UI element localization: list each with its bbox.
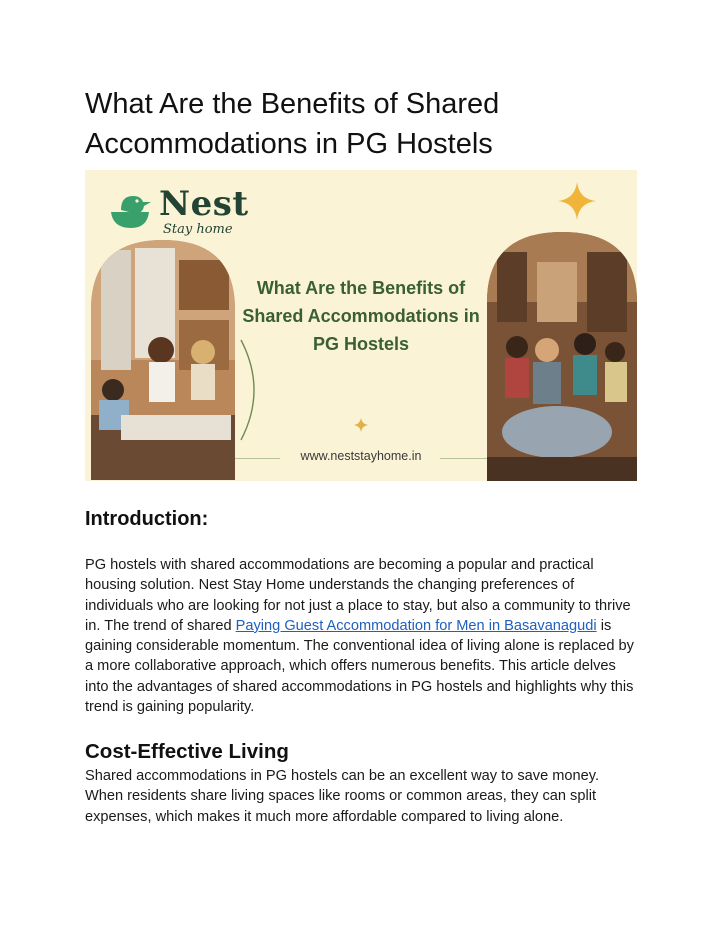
logo-wordmark: Nest <box>159 184 249 224</box>
banner-website-url: www.neststayhome.in <box>300 449 422 463</box>
page-title: What Are the Benefits of Shared Accommodations in PG Hostels <box>85 88 500 160</box>
residents-lounge-photo <box>487 232 637 481</box>
cost-effective-paragraph: Shared accommodations in PG hostels can be an excellent way to save money. When residents share living spaces like rooms or common areas, they can split expenses, which makes it much more affordable compared to living alone. <box>85 768 600 825</box>
paying-guest-link[interactable]: Paying Guest Accommodation for Men in Basavanagudi <box>235 617 597 634</box>
introduction-paragraph <box>85 555 637 717</box>
intro-text-2: is gaining considerable momentum. The conventional idea of living alone is replaced by a more collaborative approach, which offers numerous benefits. This article delves into the advantages of shared accommodations in PG hostels and highlights why this trend is gaining popularity. <box>85 617 634 716</box>
bird-logo-icon <box>107 188 155 232</box>
intro-text-1: PG hostels with shared accommodations are becoming a popular and practical housing solution. Nest Stay Home understands the changing preferences of individuals who are looking for not just a place to stay, but also a community to thrive in. The trend of shared <box>85 557 631 634</box>
logo-tagline: Stay home <box>163 222 233 237</box>
sparkle-icon <box>354 418 368 432</box>
introduction-heading: Introduction: <box>85 508 209 530</box>
banner-heading: What Are the Benefits of Shared Accommodations in PG Hostels <box>242 278 480 354</box>
featured-banner-image <box>85 170 637 481</box>
cost-effective-heading: Cost-Effective Living <box>85 740 289 763</box>
star-icon <box>558 182 596 220</box>
